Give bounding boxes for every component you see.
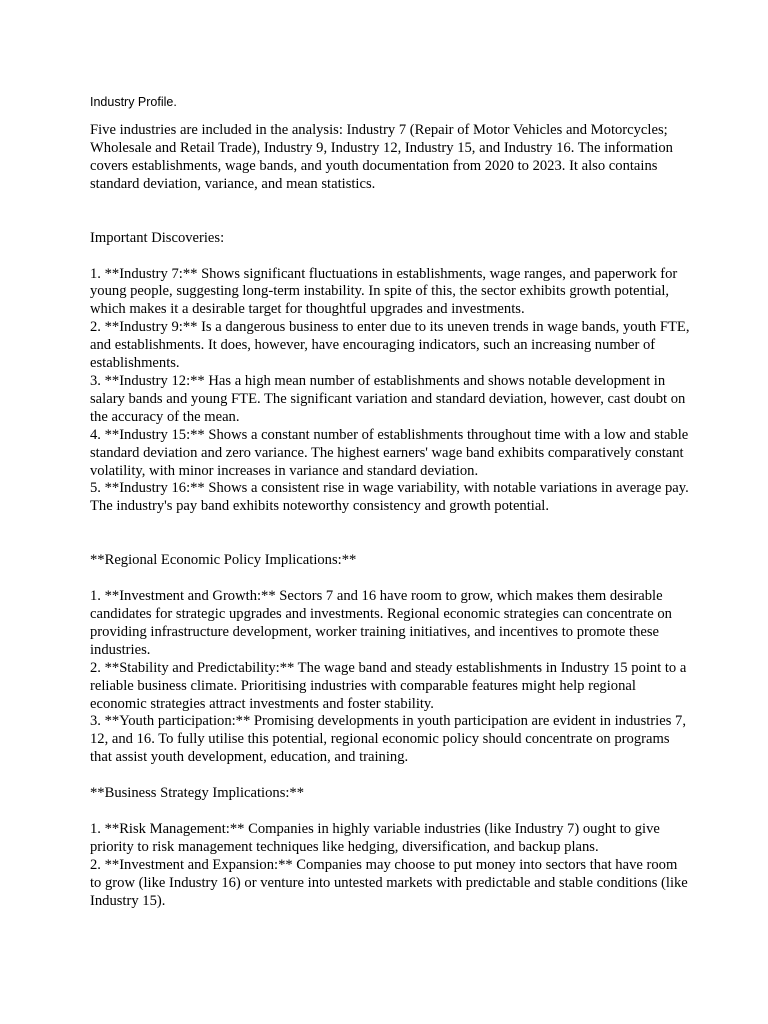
document-page [90, 94, 690, 911]
list-item: 2. **Investment and Expansion:** Companies may choose to put money into sectors that have room to grow (like Industry 16) or venture into untested markets with predictable and stable conditions (like Industry 15). [90, 856, 688, 909]
list-item: 5. **Industry 16:** Shows a consistent rise in wage variability, with notable variations in average pay. The industry's pay band exhibits noteworthy consistency and growth potential. [90, 480, 689, 515]
list-item: 3. **Industry 12:** Has a high mean number of establishments and shows notable development in salary bands and young FTE. The significant variation and standard deviation, however, cast doubt on the accuracy of the mean. [90, 372, 686, 425]
document-title: Industry Profile. [90, 95, 177, 109]
spacer [90, 767, 690, 785]
regional-list [90, 588, 690, 767]
list-item: 1. **Industry 7:** Shows significant fluctuations in establishments, wage ranges, and paperwork for young people, suggesting long-term instability. In spite of this, the sector exhibits growth potential, which makes it a desirable target for thoughtful upgrades and investments. [90, 265, 678, 318]
regional-heading: **Regional Economic Policy Implications:** [90, 552, 357, 569]
business-list [90, 821, 690, 911]
discoveries-list [90, 266, 690, 517]
spacer [90, 803, 690, 821]
spacer [90, 516, 690, 552]
list-item: 4. **Industry 15:** Shows a constant number of establishments throughout time with a low and stable standard deviation and zero variance. The highest earners' wage band exhibits comparatively constant volatility, with minor increases in variance and standard deviation. [90, 426, 689, 479]
list-item: 1. **Risk Management:** Companies in highly variable industries (like Industry 7) ought to give priority to risk management techniques like hedging, diversification, and backup plans. [90, 821, 660, 855]
discoveries-heading: Important Discoveries: [90, 229, 225, 246]
spacer [90, 570, 690, 588]
intro-paragraph: Five industries are included in the analysis: Industry 7 (Repair of Motor Vehicles and Motorcycles; Wholesale and Retail Trade), Industry 9, Industry 12, Industry 15, and Industry 16. The information covers establishments, wage bands, and youth documentation from 2020 to 2023. It also contains standard deviation, variance, and mean statistics. [90, 122, 673, 192]
business-heading: **Business Strategy Implications:** [90, 785, 305, 802]
list-item: 3. **Youth participation:** Promising developments in youth participation are evident in industries 7, 12, and 16. To fully utilise this potential, regional economic policy should concentrate on programs that assist youth development, education, and training. [90, 713, 686, 766]
list-item: 2. **Stability and Predictability:** The wage band and steady establishments in Industry 15 point to a reliable business climate. Prioritising industries with comparable features might help regional economic strategies attract investments and foster stability. [90, 659, 687, 712]
list-item: 2. **Industry 9:** Is a dangerous business to enter due to its uneven trends in wage bands, youth FTE, and establishments. It does, however, have encouraging indicators, such an increasing number of establishments. [90, 319, 690, 372]
list-item: 1. **Investment and Growth:** Sectors 7 and 16 have room to grow, which makes them desirable candidates for strategic upgrades and investments. Regional economic strategies can concentrate on providing infrastructure development, worker training initiatives, and incentives to promote these industries. [90, 588, 672, 658]
